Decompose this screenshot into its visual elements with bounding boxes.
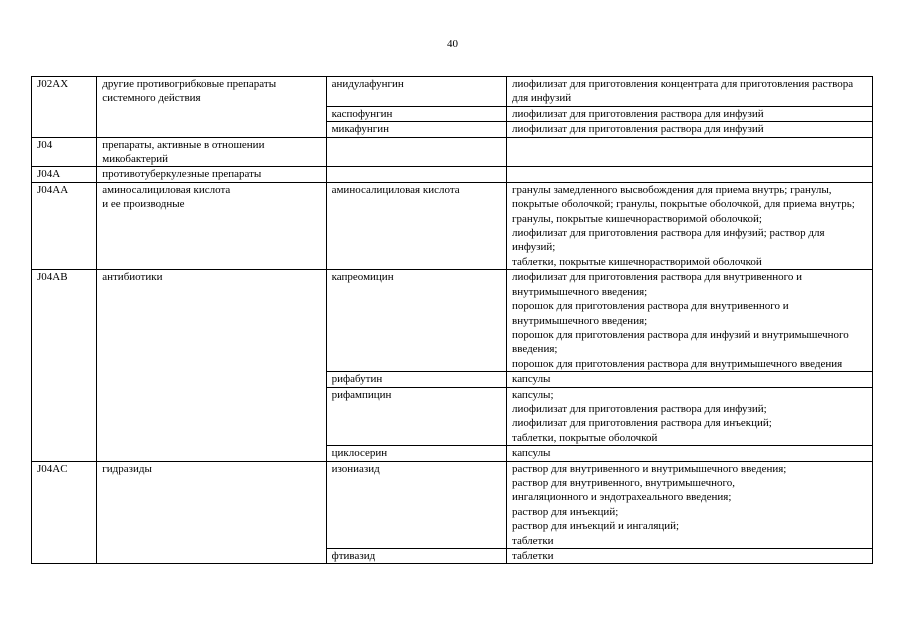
table-row [32, 137, 873, 167]
atc-group-cell: другие противогрибковые препараты системного действия [97, 77, 326, 138]
drug-table [31, 76, 873, 564]
dosage-form-cell: лиофилизат для приготовления раствора для внутривенного и внутримышечного введения; порошок для приготовления раствора для внутривенного и внутримышечного введения; порошок для приготовления раствора для инфузий и внутримышечного введения; порошок для приготовления раствора для внутримышечного введения [507, 270, 873, 372]
dosage-form-cell: капсулы; лиофилизат для приготовления раствора для инфузий; лиофилизат для приготовления раствора для инъекций; таблетки, покрытые оболочкой [507, 387, 873, 446]
drug-name-cell: аминосалициловая кислота [326, 182, 506, 269]
drug-name-cell: анидулафунгин [326, 77, 506, 107]
atc-code-cell: J04AC [32, 461, 97, 564]
drug-name-cell: изониазид [326, 461, 506, 548]
table-row [32, 270, 873, 372]
drug-name-cell: фтивазид [326, 549, 506, 564]
drug-name-cell: рифампицин [326, 387, 506, 446]
atc-code-cell: J04 [32, 137, 97, 167]
dosage-form-cell: лиофилизат для приготовления концентрата для приготовления раствора для инфузий [507, 77, 873, 107]
atc-group-cell: аминосалициловая кислота и ее производные [97, 182, 326, 269]
drug-name-cell [326, 137, 506, 167]
atc-group-cell: препараты, активные в отношении микобактерий [97, 137, 326, 167]
dosage-form-cell [507, 167, 873, 182]
dosage-form-cell: капсулы [507, 372, 873, 387]
table-row [32, 167, 873, 182]
drug-name-cell: капреомицин [326, 270, 506, 372]
dosage-form-cell: лиофилизат для приготовления раствора для инфузий [507, 122, 873, 137]
atc-code-cell: J04A [32, 167, 97, 182]
dosage-form-cell: раствор для внутривенного и внутримышечного введения; раствор для внутривенного, внутримышечного, ингаляционного и эндотрахеального введения; раствор для инъекций; раствор для инъекций и ингаляций; таблетки [507, 461, 873, 548]
dosage-form-cell: лиофилизат для приготовления раствора для инфузий [507, 106, 873, 121]
atc-group-cell: гидразиды [97, 461, 326, 564]
dosage-form-cell [507, 137, 873, 167]
dosage-form-cell: гранулы замедленного высвобождения для приема внутрь; гранулы, покрытые оболочкой; гранулы, покрытые оболочкой, для приема внутрь; гранулы, покрытые кишечнорастворимой оболочкой; лиофилизат для приготовления раствора для инфузий; раствор для инфузий; таблетки, покрытые кишечнорастворимой оболочкой [507, 182, 873, 269]
table-row [32, 182, 873, 269]
atc-group-cell: антибиотики [97, 270, 326, 461]
table-row [32, 77, 873, 107]
table-row [32, 461, 873, 548]
drug-name-cell: микафунгин [326, 122, 506, 137]
drug-name-cell: рифабутин [326, 372, 506, 387]
drug-name-cell: циклосерин [326, 446, 506, 461]
drug-table-body [32, 77, 873, 564]
dosage-form-cell: капсулы [507, 446, 873, 461]
drug-name-cell [326, 167, 506, 182]
atc-code-cell: J04AB [32, 270, 97, 461]
atc-code-cell: J02AX [32, 77, 97, 138]
dosage-form-cell: таблетки [507, 549, 873, 564]
page-number: 40 [447, 38, 458, 50]
atc-group-cell: противотуберкулезные препараты [97, 167, 326, 182]
atc-code-cell: J04AA [32, 182, 97, 269]
drug-name-cell: каспофунгин [326, 106, 506, 121]
